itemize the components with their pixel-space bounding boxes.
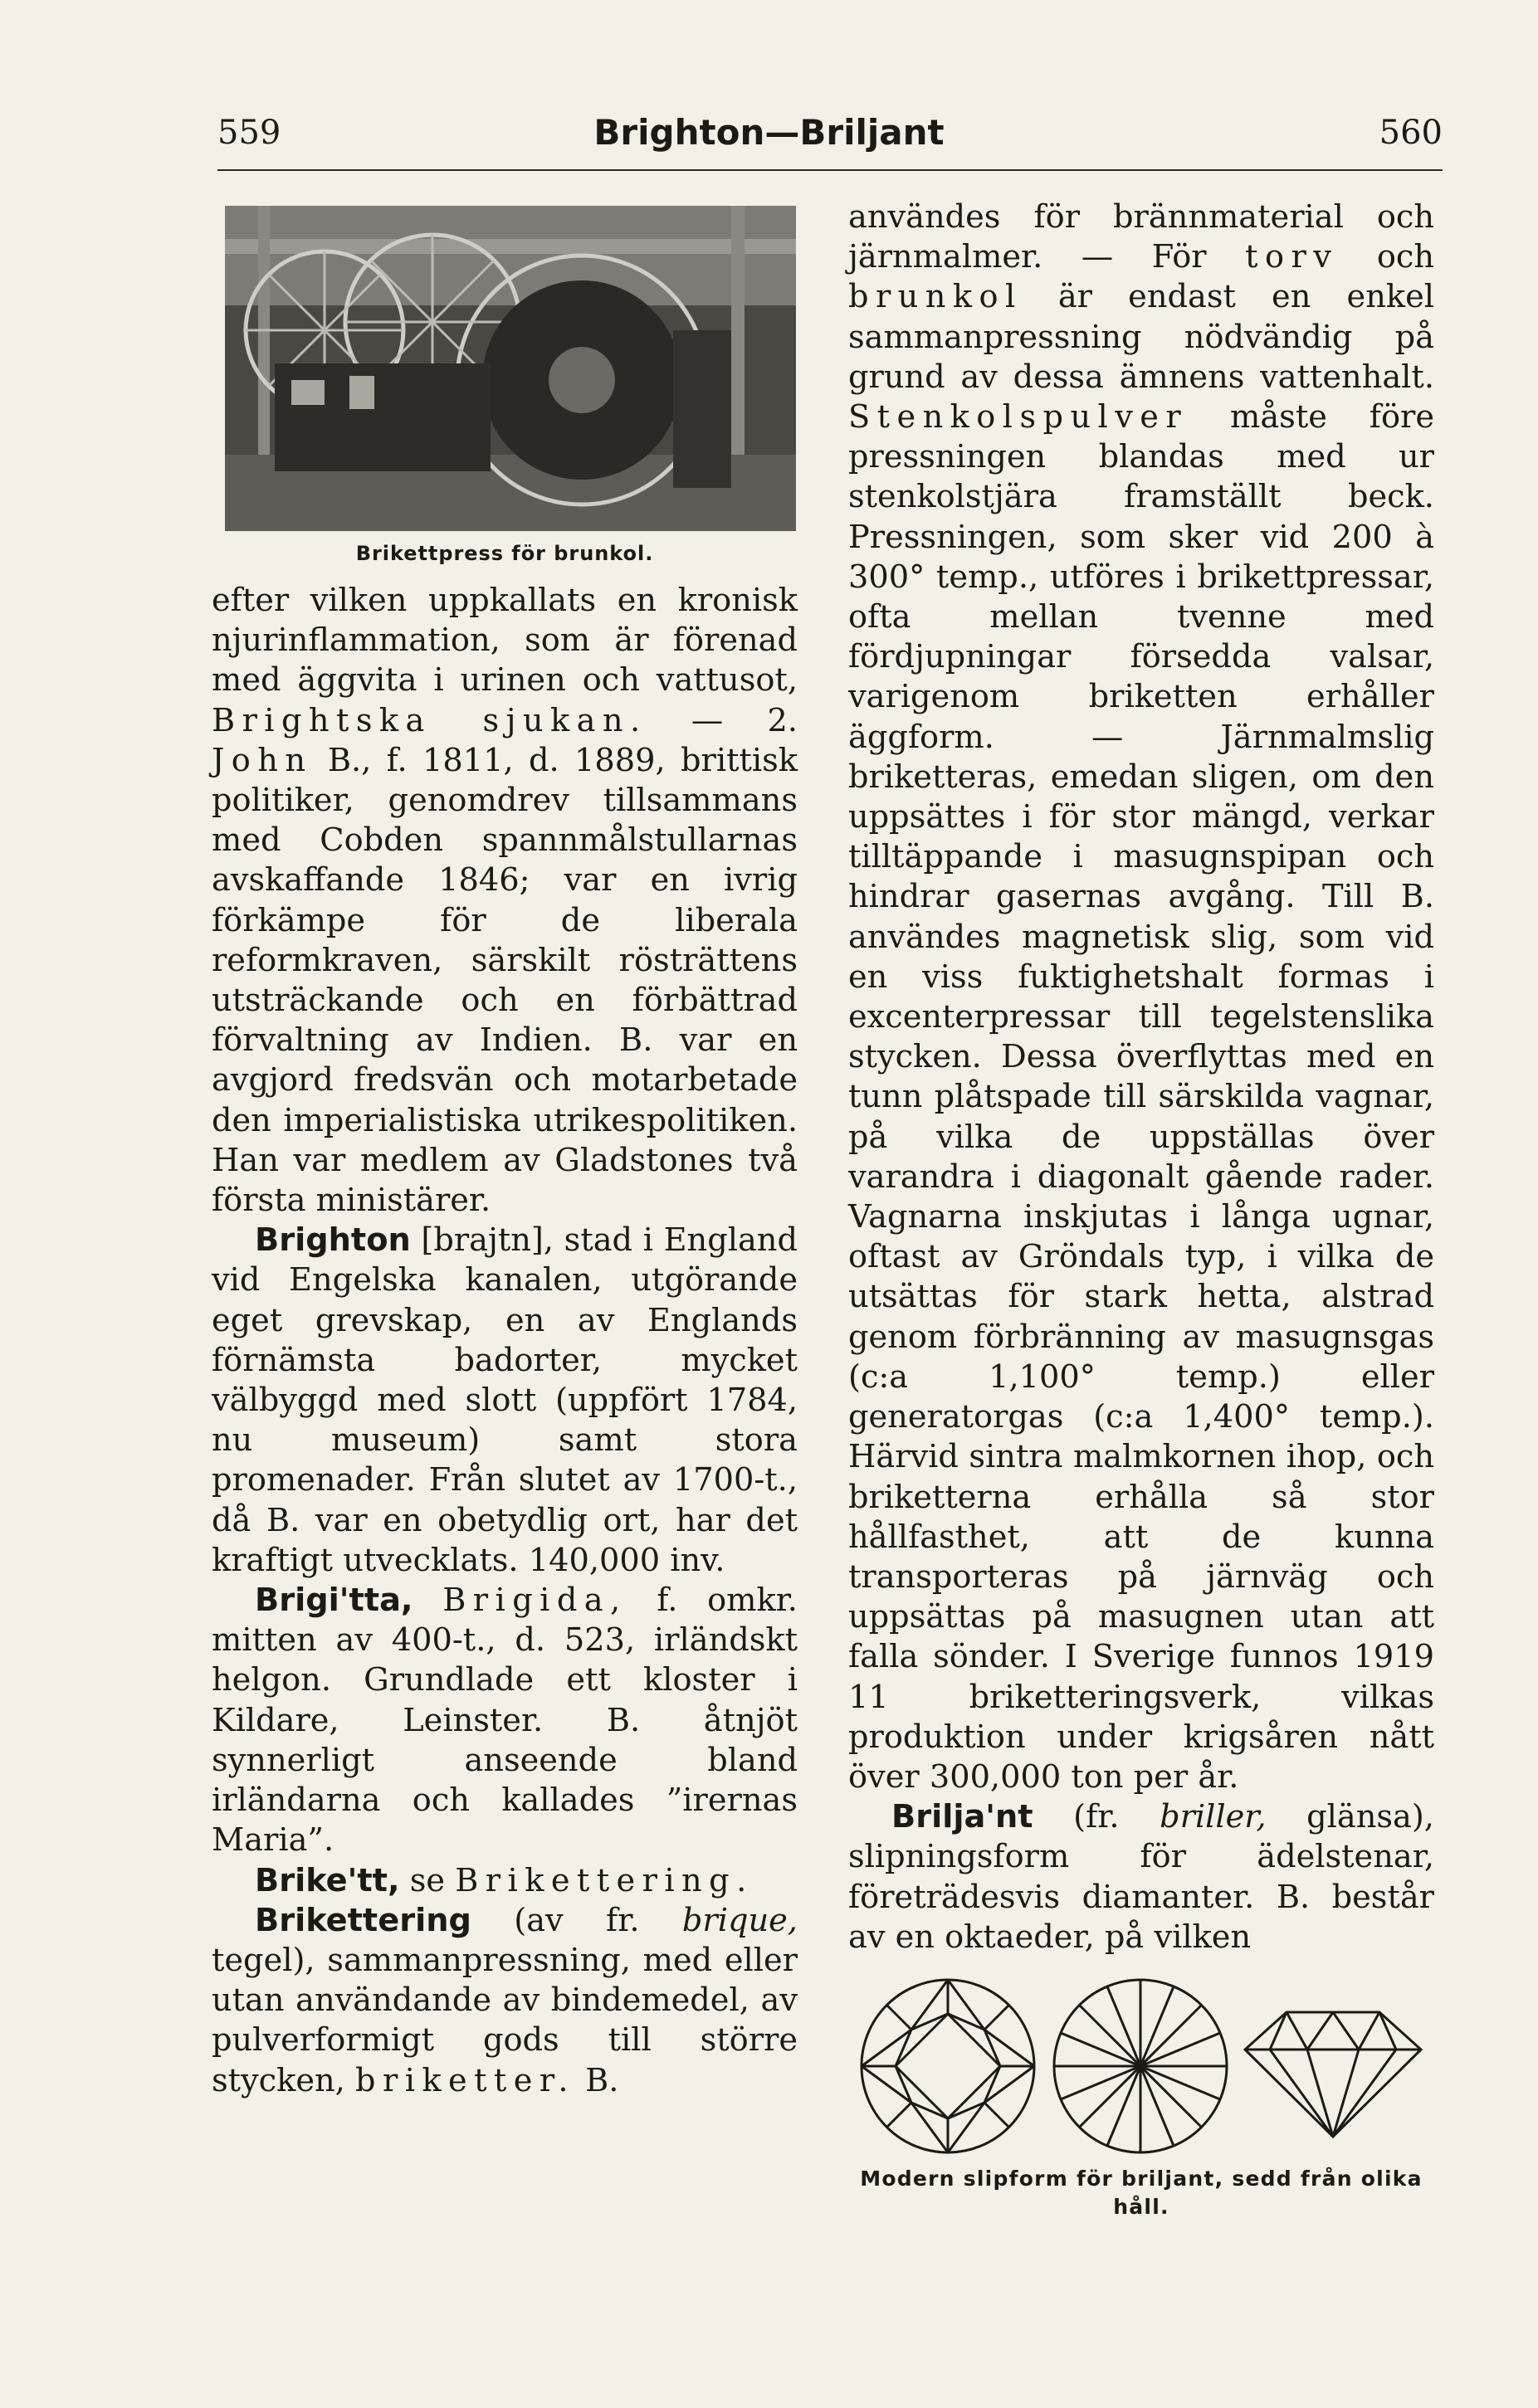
spaced-term: brunkol: [848, 278, 1023, 316]
press-machine-image: [225, 206, 796, 531]
entry-brikettering-continued: [848, 197, 1434, 1797]
page-number-left: 559: [217, 114, 281, 152]
text: och: [1376, 238, 1434, 276]
entry-brighton: [212, 1221, 798, 1581]
spaced-term: Brigida,: [442, 1582, 627, 1620]
text: (fr.: [1073, 1798, 1120, 1836]
entry-brikett: [212, 1861, 798, 1901]
text: se: [409, 1861, 446, 1899]
text: B.: [585, 2061, 619, 2099]
cross-reference: Brikettering.: [455, 1861, 754, 1899]
entry-brikettering: [212, 1901, 798, 2101]
running-head: Brighton—Briljant: [593, 112, 945, 153]
text: B., f. 1811, d. 1889, brittisk politiker, genomdrev tillsammans med Cobden spannmålstullarnas avskaffande 1846; var en ivrig förkämpe för de liberala reformkraven, särskilt rösträttens utsträckande och en förbättrad förvaltning av Indien. B. var en avgjord fredsvän och motarbetade den imperialistiska utrikespolitiken. Han var medlem av Gladstones två första ministärer.: [212, 741, 798, 1220]
headword: Brike'tt,: [255, 1861, 400, 1899]
italic-term: briller,: [1160, 1798, 1267, 1836]
spaced-term: torv: [1245, 238, 1339, 276]
entry-bright-continued: [212, 581, 798, 1221]
gems-caption: Modern slipform för briljant, sedd från olika håll.: [860, 2166, 1423, 2219]
headword: Brighton: [255, 1221, 411, 1260]
text: [brajtn], stad i England vid Engelska kanalen, utgörande eget grevskap, en av Englands förnämsta badorter, mycket välbyggd med slott (uppfört 1784, nu museum) samt stora promenader. Från slutet av 1700-t., då B. var en obetydlig ort, har det kraftigt utvecklats. 140,000 inv.: [212, 1221, 798, 1579]
left-column: [212, 197, 798, 2101]
spaced-name: John: [212, 741, 313, 779]
text: tegel), sammanpressning, med eller utan användande av bindemedel, av pulverformigt gods till större stycken,: [212, 1941, 798, 2099]
text: — 2.: [691, 701, 798, 739]
brilliant-cut-figures: [852, 1971, 1429, 2162]
right-column: [848, 197, 1434, 2221]
briquette-press-photo: [225, 206, 796, 531]
spaced-term: briketter.: [355, 2061, 575, 2099]
page-number-right: 560: [1379, 114, 1443, 152]
headword: Brikettering: [255, 1901, 471, 1939]
entry-brigitta: [212, 1581, 798, 1860]
brilliant-bottom-view-icon: [1044, 1971, 1237, 2162]
text: efter vilken uppkallats en kronisk njurinflammation, som är förenad med äggvita i urinen och vattusot,: [212, 582, 798, 699]
header-rule: [217, 169, 1443, 171]
text: (av fr.: [514, 1901, 640, 1939]
press-caption: Brikettpress för brunkol.: [355, 542, 654, 565]
headword: Brigi'tta,: [255, 1582, 413, 1620]
text: användes för brännmaterial och järnmalmer. — För: [848, 198, 1434, 276]
brilliant-side-view-icon: [1237, 1971, 1429, 2162]
spaced-term: Stenkolspulver: [848, 398, 1189, 436]
headword: Brilja'nt: [891, 1798, 1033, 1836]
spaced-term: Brightska sjukan.: [212, 701, 647, 739]
text: måste före pressningen blandas med ur stenkolstjära framställt beck. Pressningen, som sker vid 200 à 300° temp., utföres i brikettpressar, ofta mellan tvenne med fördjupningar försedda valsar, varigenom briketten erhåller äggform. — Järnmalmslig briketteras, emedan sligen, om den uppsättes i för stor mängd, verkar tilltäppande i masugnspipan och hindrar gasernas avgång. Till B. användes magnetisk slig, som vid en viss fuktighetshalt formas i excenterpressar till tegelstenslika stycken. Dessa överflyttas med en tunn plåtspade till särskilda vagnar, på vilka de uppställas över varandra i diagonalt gående rader. Vagnarna inskjutas i långa ugnar, oftast av Gröndals typ, i vilka de utsättas för stark hetta, alstrad genom förbränning av masugnsgas (c:a 1,100° temp.) eller generatorgas (c:a 1,400° temp.). Härvid sintra malmkornen ihop, och briketterna erhålla så stor hållfasthet, att de kunna transporteras på järnväg och uppsättas på masugnen utan att falla sönder. I Sverige funnos 1919 11 briketteringsverk, vilkas produktion under krigsåren nått över 300,000 ton per år.: [848, 398, 1434, 1796]
entry-briljant: [848, 1797, 1434, 1957]
text: f. omkr. mitten av 400-t., d. 523, irländskt helgon. Grundlade ett kloster i Kildare, Leinster. B. åtnjöt synnerligt anseende bland irländarna och kallades ”irernas Maria”.: [212, 1582, 798, 1860]
italic-term: brique,: [681, 1901, 798, 1939]
text: glänsa), slipningsform för ädelstenar, företrädesvis diamanter. B. består av en oktaeder, på vilken: [848, 1798, 1434, 1956]
text: är endast en enkel sammanpressning nödvändig på grund av dessa ämnens vattenhalt.: [848, 278, 1434, 396]
brilliant-top-view-icon: [852, 1971, 1044, 2162]
